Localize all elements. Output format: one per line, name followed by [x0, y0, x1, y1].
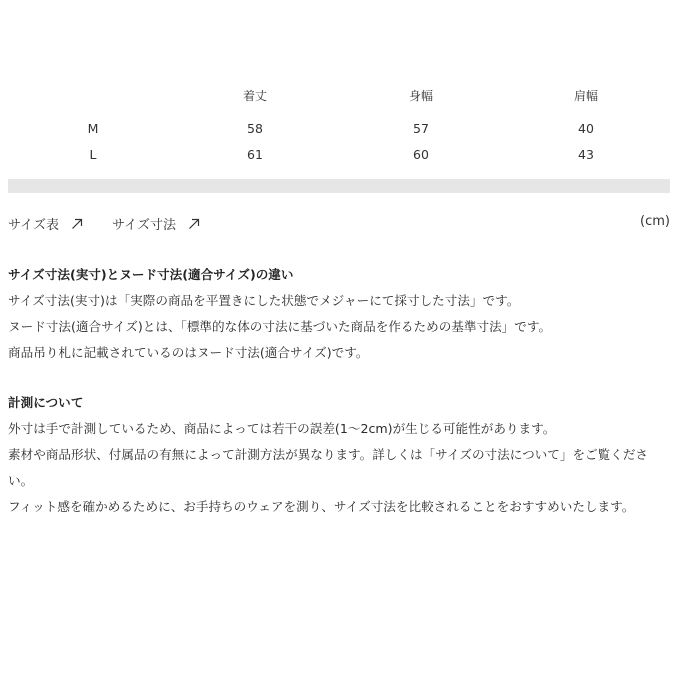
size-label: M: [87, 121, 99, 136]
size-chart-link[interactable]: [8, 214, 83, 233]
section-title-measurement: 計測について: [8, 395, 84, 410]
divider-bar: [8, 179, 670, 193]
note-line: 商品吊り札に記載されているのはヌード寸法(適合サイズ)です。: [8, 345, 369, 360]
section-spacer: [8, 366, 672, 390]
table-cell: 58: [247, 121, 263, 136]
note-line: 外寸は手で計測しているため、商品によっては若干の誤差(1〜2cm)が生じる可能性があります。: [8, 421, 556, 436]
table-cell: 60: [413, 147, 429, 162]
external-arrow-icon: [188, 218, 200, 230]
size-notes: [8, 262, 672, 520]
size-table-header: [8, 82, 670, 116]
size-measure-link[interactable]: [112, 214, 200, 233]
table-cell: 61: [247, 147, 263, 162]
table-row: [8, 142, 670, 168]
note-line: フィット感を確かめるために、お手持ちのウェアを測り、サイズ寸法を比較されることをおすすめいたします。: [8, 499, 635, 514]
note-line: 素材や商品形状、付属品の有無によって計測方法が異なります。詳しくは「サイズの寸法について」をご覧ください。: [8, 447, 649, 488]
table-cell: 40: [578, 121, 594, 136]
unit-label: (cm): [640, 214, 670, 229]
table-cell: 57: [413, 121, 429, 136]
column-header-length: 着丈: [242, 89, 267, 103]
column-header-shoulder: 肩幅: [573, 89, 598, 103]
section-title-size-difference: サイズ寸法(実寸)とヌード寸法(適合サイズ)の違い: [8, 267, 294, 282]
size-measure-link-label: サイズ寸法: [112, 218, 176, 233]
size-table: [8, 82, 670, 168]
table-row: [8, 116, 670, 142]
size-chart-link-label: サイズ表: [8, 218, 59, 233]
table-cell: 43: [578, 147, 594, 162]
column-header-width: 身幅: [408, 89, 433, 103]
external-arrow-icon: [71, 218, 83, 230]
size-links-row: [8, 212, 670, 234]
note-line: サイズ寸法(実寸)は「実際の商品を平置きにした状態でメジャーにて採寸した寸法」です。: [8, 293, 520, 308]
size-label: L: [89, 147, 97, 162]
note-line: ヌード寸法(適合サイズ)とは、「標準的な体の寸法に基づいた商品を作るための基準寸法」です。: [8, 319, 552, 334]
